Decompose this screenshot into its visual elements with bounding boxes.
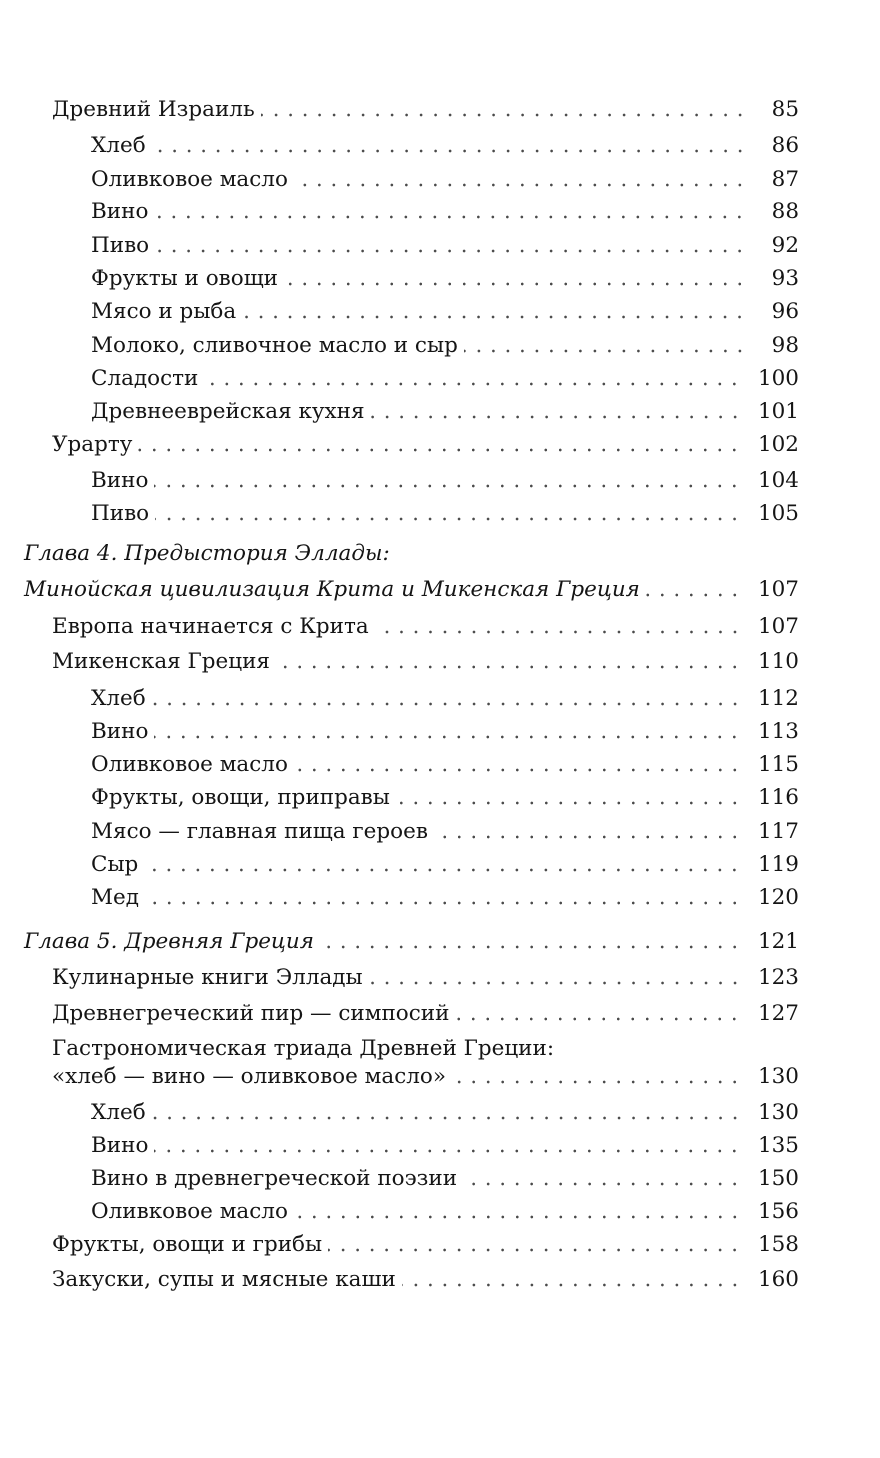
dot-leader bbox=[152, 149, 747, 153]
toc-subsection-entry[interactable] bbox=[0, 1098, 880, 1128]
dot-leader bbox=[463, 1182, 742, 1186]
dot-leader bbox=[294, 1215, 742, 1219]
toc-row bbox=[91, 1098, 799, 1128]
toc-row bbox=[91, 750, 799, 780]
dot-leader bbox=[155, 249, 747, 253]
page-number: 112 bbox=[757, 686, 799, 711]
toc-subsection-entry[interactable] bbox=[0, 750, 880, 780]
toc-subsection-entry[interactable] bbox=[0, 231, 880, 261]
toc-section-entry[interactable] bbox=[0, 430, 880, 460]
dot-leader bbox=[154, 484, 742, 488]
page-number: 110 bbox=[757, 649, 799, 674]
entry-title: Оливковое масло bbox=[91, 167, 288, 192]
entry-title: Вино в древнегреческой поэзии bbox=[91, 1166, 458, 1191]
entry-title: Сладости bbox=[91, 366, 199, 391]
entry-title: Фрукты, овощи, приправы bbox=[91, 785, 390, 810]
entry-title: Пиво bbox=[91, 501, 150, 526]
page-number: 104 bbox=[757, 468, 799, 493]
page-number: 135 bbox=[757, 1133, 799, 1158]
toc-row bbox=[52, 1062, 799, 1092]
toc-section-entry[interactable] bbox=[0, 647, 880, 677]
page-number: 93 bbox=[771, 266, 799, 291]
dot-leader bbox=[369, 981, 742, 985]
page-number: 120 bbox=[757, 885, 799, 910]
entry-title: Вино bbox=[91, 1133, 149, 1158]
toc-section-entry[interactable] bbox=[0, 95, 880, 125]
toc-row bbox=[91, 783, 799, 813]
toc-row bbox=[24, 927, 799, 957]
entry-title: Европа начинается с Крита bbox=[52, 614, 369, 639]
entry-title: Хлеб bbox=[91, 133, 146, 158]
toc-row bbox=[91, 466, 799, 496]
toc-section-entry[interactable] bbox=[0, 999, 880, 1029]
entry-title: Закуски, супы и мясные каши bbox=[52, 1267, 396, 1292]
entry-title: Древний Израиль bbox=[52, 97, 255, 122]
toc-subsection-entry[interactable] bbox=[0, 717, 880, 747]
entry-title: Минойская цивилизация Крита и Микенская Греция bbox=[24, 577, 640, 602]
page-number: 102 bbox=[757, 432, 799, 457]
entry-title: Фрукты, овощи и грибы bbox=[52, 1232, 323, 1257]
page-number: 113 bbox=[757, 719, 799, 744]
dot-leader bbox=[242, 315, 747, 319]
toc-subsection-entry[interactable] bbox=[0, 684, 880, 714]
page-number: 116 bbox=[757, 785, 799, 810]
entry-title: Фрукты и овощи bbox=[91, 266, 279, 291]
dot-leader bbox=[434, 835, 742, 839]
entry-title: Древнегреческий пир — симпосий bbox=[52, 1001, 450, 1026]
page-number: 105 bbox=[757, 501, 799, 526]
page-number: 85 bbox=[771, 97, 799, 122]
dot-leader bbox=[154, 1149, 742, 1153]
chapter-title-line: Глава 4. Предыстория Эллады: bbox=[24, 541, 390, 566]
toc-row bbox=[91, 499, 799, 529]
dot-leader bbox=[328, 1248, 742, 1252]
toc-row bbox=[91, 717, 799, 747]
toc-row bbox=[91, 264, 799, 294]
page-number: 121 bbox=[757, 929, 799, 954]
toc-row bbox=[91, 850, 799, 880]
page-number: 88 bbox=[771, 199, 799, 224]
toc-row bbox=[91, 684, 799, 714]
toc-row bbox=[91, 883, 799, 913]
toc-subsection-entry[interactable] bbox=[0, 883, 880, 913]
toc-chapter-entry[interactable] bbox=[0, 575, 880, 605]
toc-row bbox=[91, 397, 799, 427]
page-number: 107 bbox=[757, 614, 799, 639]
toc-row bbox=[91, 1164, 799, 1194]
entry-title: Вино bbox=[91, 199, 149, 224]
toc-subsection-entry[interactable] bbox=[0, 331, 880, 361]
dot-leader bbox=[154, 215, 747, 219]
toc-section-entry[interactable] bbox=[0, 612, 880, 642]
page-number: 158 bbox=[757, 1232, 799, 1257]
entry-title: «хлеб — вино — оливковое масло» bbox=[52, 1064, 447, 1089]
dot-leader bbox=[154, 735, 742, 739]
dot-leader bbox=[145, 901, 742, 905]
dot-leader bbox=[276, 665, 742, 669]
dot-leader bbox=[464, 349, 747, 353]
entry-title: Молоко, сливочное масло и сыр bbox=[91, 333, 458, 358]
toc-subsection-entry[interactable] bbox=[0, 1197, 880, 1227]
toc-subsection-entry[interactable] bbox=[0, 264, 880, 294]
page-number: 115 bbox=[757, 752, 799, 777]
entry-title: Пиво bbox=[91, 233, 150, 258]
page-number: 92 bbox=[771, 233, 799, 258]
toc-row bbox=[52, 999, 799, 1029]
section-title-line: Гастрономическая триада Древней Греции: bbox=[52, 1036, 555, 1061]
toc-row bbox=[52, 1265, 799, 1295]
toc-subsection-entry[interactable] bbox=[0, 397, 880, 427]
toc-row bbox=[52, 612, 799, 642]
page-number: 86 bbox=[771, 133, 799, 158]
entry-title: Вино bbox=[91, 719, 149, 744]
toc-subsection-entry[interactable] bbox=[0, 499, 880, 529]
dot-leader bbox=[152, 702, 742, 706]
toc-row bbox=[91, 297, 799, 327]
toc-row bbox=[52, 1230, 799, 1260]
dot-leader bbox=[402, 1283, 742, 1287]
toc-row bbox=[91, 165, 799, 195]
dot-leader bbox=[284, 282, 747, 286]
toc-subsection-entry[interactable] bbox=[0, 1164, 880, 1194]
toc-subsection-entry[interactable] bbox=[0, 364, 880, 394]
toc-row bbox=[91, 817, 799, 847]
toc-section-entry[interactable] bbox=[0, 1062, 880, 1092]
toc-row bbox=[52, 647, 799, 677]
dot-leader bbox=[138, 448, 742, 452]
page-number: 107 bbox=[757, 577, 799, 602]
dot-leader bbox=[294, 183, 747, 187]
dot-leader bbox=[144, 868, 742, 872]
page-number: 117 bbox=[757, 819, 799, 844]
dot-leader bbox=[294, 768, 742, 772]
dot-leader bbox=[204, 382, 742, 386]
toc-subsection-entry[interactable] bbox=[0, 197, 880, 227]
toc-row bbox=[52, 430, 799, 460]
page-number: 130 bbox=[757, 1064, 799, 1089]
page-number: 119 bbox=[757, 852, 799, 877]
page-number: 100 bbox=[757, 366, 799, 391]
toc-row bbox=[91, 197, 799, 227]
toc-section-entry[interactable] bbox=[0, 1265, 880, 1295]
entry-title: Кулинарные книги Эллады bbox=[52, 965, 363, 990]
page-number: 98 bbox=[771, 333, 799, 358]
page-number: 160 bbox=[757, 1267, 799, 1292]
page-number: 87 bbox=[771, 167, 799, 192]
toc-subsection-entry[interactable] bbox=[0, 783, 880, 813]
toc-row bbox=[91, 231, 799, 261]
toc-row bbox=[91, 364, 799, 394]
dot-leader bbox=[152, 1116, 742, 1120]
page-number: 127 bbox=[757, 1001, 799, 1026]
toc-subsection-entry[interactable] bbox=[0, 297, 880, 327]
toc-section-entry[interactable] bbox=[0, 963, 880, 993]
entry-title: Глава 5. Древняя Греция bbox=[24, 929, 315, 954]
toc-subsection-entry[interactable] bbox=[0, 131, 880, 161]
dot-leader bbox=[452, 1080, 742, 1084]
page-number: 150 bbox=[757, 1166, 799, 1191]
dot-leader bbox=[155, 517, 742, 521]
entry-title: Микенская Греция bbox=[52, 649, 270, 674]
page-number: 101 bbox=[757, 399, 799, 424]
dot-leader bbox=[261, 113, 747, 117]
entry-title: Оливковое масло bbox=[91, 1199, 288, 1224]
toc-row bbox=[91, 131, 799, 161]
dot-leader bbox=[375, 630, 742, 634]
dot-leader bbox=[646, 593, 742, 597]
dot-leader bbox=[320, 945, 742, 949]
page-number: 123 bbox=[757, 965, 799, 990]
dot-leader bbox=[455, 1017, 742, 1021]
toc-subsection-entry[interactable] bbox=[0, 850, 880, 880]
entry-title: Мясо и рыба bbox=[91, 299, 237, 324]
dot-leader bbox=[371, 415, 742, 419]
toc-subsection-entry[interactable] bbox=[0, 466, 880, 496]
toc-row bbox=[91, 1131, 799, 1161]
dot-leader bbox=[396, 801, 742, 805]
page-number: 130 bbox=[757, 1100, 799, 1125]
toc-row bbox=[52, 95, 799, 125]
entry-title: Сыр bbox=[91, 852, 139, 877]
page-number: 96 bbox=[771, 299, 799, 324]
toc-subsection-entry[interactable] bbox=[0, 165, 880, 195]
entry-title: Древнееврейская кухня bbox=[91, 399, 365, 424]
page-number: 156 bbox=[757, 1199, 799, 1224]
entry-title: Оливковое масло bbox=[91, 752, 288, 777]
toc-row bbox=[91, 331, 799, 361]
toc-chapter-entry[interactable] bbox=[0, 927, 880, 957]
entry-title: Мед bbox=[91, 885, 139, 910]
entry-title: Хлеб bbox=[91, 686, 146, 711]
toc-row bbox=[52, 963, 799, 993]
toc-subsection-entry[interactable] bbox=[0, 1131, 880, 1161]
entry-title: Урарту bbox=[52, 432, 133, 457]
entry-title: Хлеб bbox=[91, 1100, 146, 1125]
entry-title: Вино bbox=[91, 468, 149, 493]
entry-title: Мясо — главная пища героев bbox=[91, 819, 428, 844]
toc-subsection-entry[interactable] bbox=[0, 817, 880, 847]
toc-row bbox=[24, 575, 799, 605]
toc-row bbox=[91, 1197, 799, 1227]
toc-section-entry[interactable] bbox=[0, 1230, 880, 1260]
